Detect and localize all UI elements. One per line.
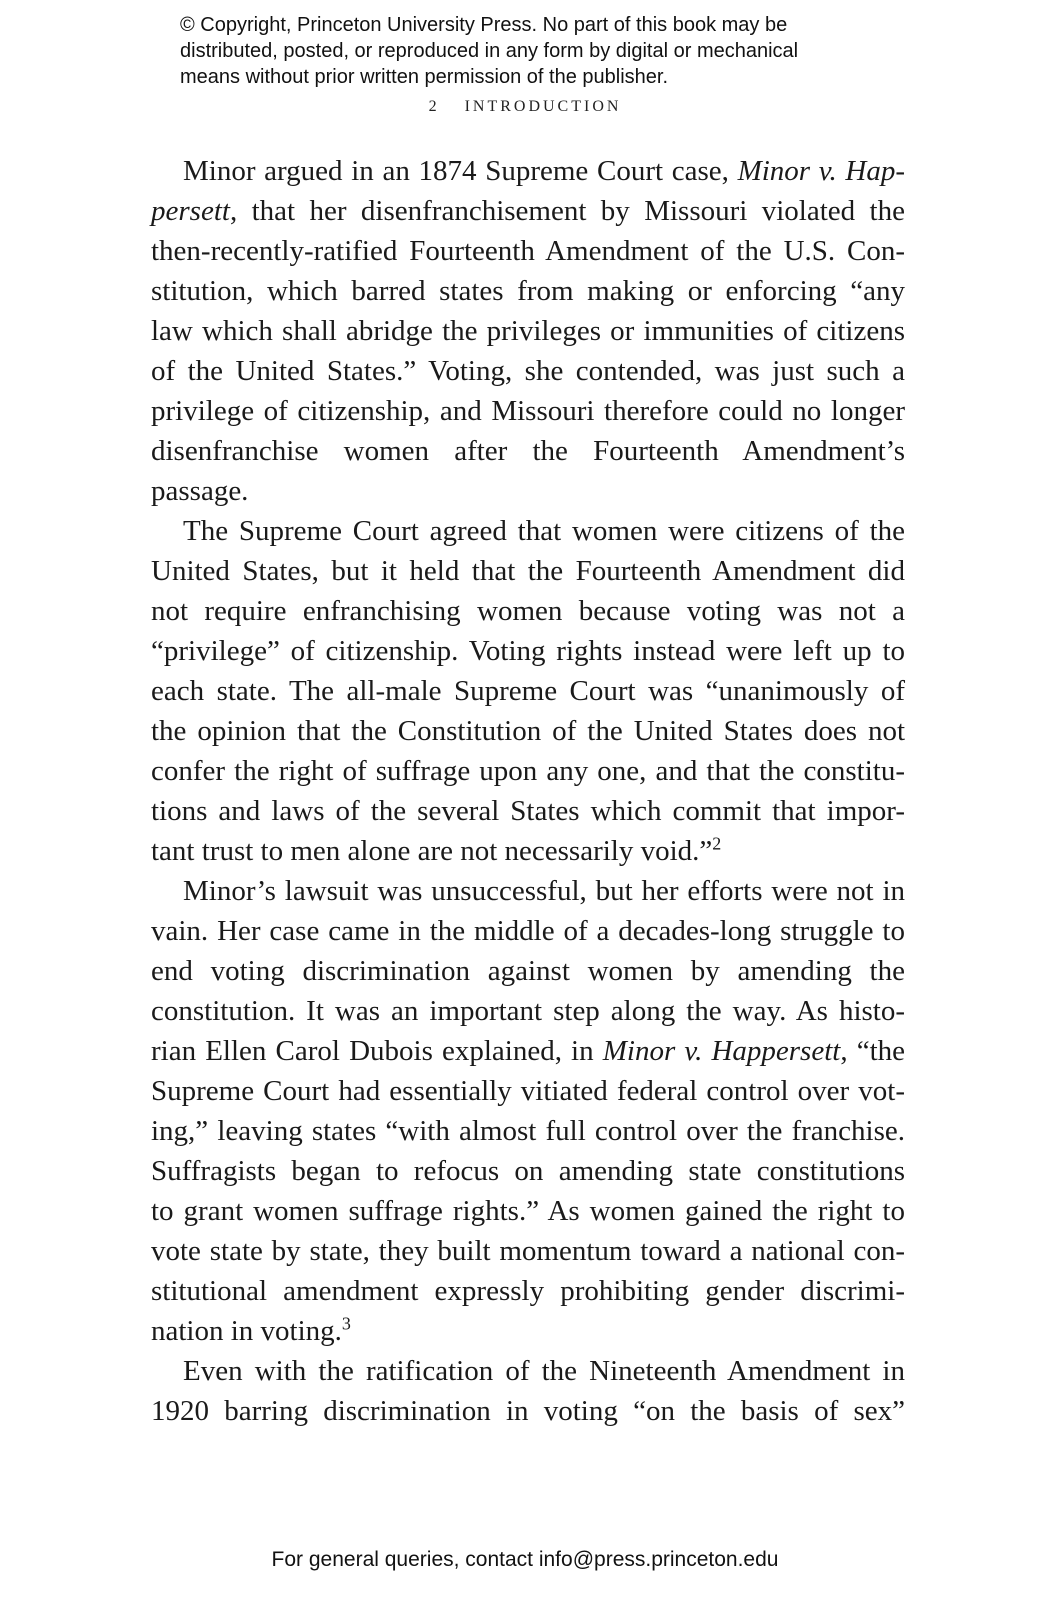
text-run: stitutional amendment expressly prohibiting gender discrimi-: [151, 1275, 905, 1307]
text-run: confer the right of suffrage upon any one, and that the constitu-: [151, 755, 905, 787]
text-line: [151, 751, 905, 791]
text-run: privilege of citizenship, and Missouri therefore could no longer: [151, 395, 905, 427]
text-line: [151, 1231, 905, 1271]
paragraph: [151, 151, 905, 511]
text-run: vote state by state, they built momentum toward a national con-: [151, 1235, 905, 1267]
text-line: [151, 951, 905, 991]
text-run: of the United States.” Voting, she contended, was just such a: [151, 355, 905, 387]
text-line: [151, 1351, 905, 1391]
text-run: United States, but it held that the Fourteenth Amendment did: [151, 555, 905, 587]
text-line: [151, 791, 905, 831]
text-line: [151, 631, 905, 671]
paragraph: [151, 871, 905, 1351]
text-line: [151, 1191, 905, 1231]
paragraph: [151, 511, 905, 871]
text-line: [151, 1391, 905, 1431]
text-run: The Supreme Court agreed that women were citizens of the: [183, 515, 905, 547]
text-run: ing,” leaving states “with almost full control over the franchise.: [151, 1115, 905, 1147]
body-text: [151, 151, 905, 1431]
text-line: [151, 351, 905, 391]
text-run: “privilege” of citizenship. Voting rights instead were left up to: [151, 635, 905, 667]
text-run: constitution. It was an important step along the way. As histo-: [151, 995, 905, 1027]
copyright-line: means without prior written permission of the publisher.: [180, 66, 669, 88]
footnote-ref: 2: [712, 833, 722, 854]
text-run: passage.: [151, 475, 249, 507]
section-title: INTRODUCTION: [464, 98, 622, 115]
text-run: not require enfranchising women because voting was not a: [151, 595, 905, 627]
footnote-ref: 3: [341, 1313, 351, 1334]
text-run: end voting discrimination against women by amending the: [151, 955, 905, 987]
text-line: [151, 911, 905, 951]
text-line: [151, 151, 905, 191]
text-run: stitution, which barred states from making or enforcing “any: [151, 275, 905, 307]
footer-contact: For general queries, contact info@press.princeton.edu: [271, 1548, 779, 1571]
text-run: 1920 barring discrimination in voting “on the basis of sex”: [151, 1395, 905, 1427]
italic-text: Minor v. Happersett: [602, 1035, 841, 1067]
text-run: Supreme Court had essentially vitiated federal control over vot-: [151, 1075, 905, 1107]
text-run: Minor argued in an 1874 Supreme Court case,: [183, 155, 738, 187]
text-line: [151, 831, 905, 871]
text-line: [151, 551, 905, 591]
copyright-line: distributed, posted, or reproduced in any form by digital or mechanical: [180, 40, 799, 62]
text-run: Even with the ratification of the Nineteenth Amendment in: [183, 1355, 905, 1387]
text-line: [151, 391, 905, 431]
text-line: [151, 311, 905, 351]
italic-text: Minor v. Hap-: [737, 155, 905, 187]
text-line: [151, 471, 905, 511]
text-run: tions and laws of the several States which commit that impor-: [151, 795, 905, 827]
copyright-notice: [180, 12, 900, 90]
text-line: [151, 991, 905, 1031]
text-run: , “the: [840, 1035, 905, 1067]
text-line: [151, 511, 905, 551]
text-line: [151, 231, 905, 271]
text-run: law which shall abridge the privileges or immunities of citizens: [151, 315, 905, 347]
text-line: [151, 431, 905, 471]
text-run: disenfranchise women after the Fourteenth Amendment’s: [151, 435, 905, 467]
text-run: vain. Her case came in the middle of a decades-long struggle to: [151, 915, 905, 947]
page-number: 2: [428, 98, 440, 115]
text-run: rian Ellen Carol Dubois explained, in: [151, 1035, 603, 1067]
text-run: Suffragists began to refocus on amending state constitutions: [151, 1155, 905, 1187]
text-run: tant trust to men alone are not necessarily void.”: [151, 835, 713, 867]
text-line: [151, 871, 905, 911]
text-line: [151, 1111, 905, 1151]
running-head: [0, 98, 1050, 116]
text-line: [151, 591, 905, 631]
text-run: then-recently-ratified Fourteenth Amendment of the U.S. Con-: [151, 235, 905, 267]
text-run: Minor’s lawsuit was unsuccessful, but her efforts were not in: [183, 875, 905, 907]
text-line: [151, 711, 905, 751]
text-line: [151, 1311, 905, 1351]
text-run: to grant women suffrage rights.” As women gained the right to: [151, 1195, 905, 1227]
copyright-line: © Copyright, Princeton University Press. No part of this book may be: [180, 14, 788, 36]
text-line: [151, 1031, 905, 1071]
text-run: , that her disenfranchisement by Missouri violated the: [229, 195, 905, 227]
text-line: [151, 1071, 905, 1111]
text-run: each state. The all-male Supreme Court was “unanimously of: [151, 675, 905, 707]
italic-text: persett: [151, 195, 230, 227]
text-line: [151, 671, 905, 711]
paragraph: [151, 1351, 905, 1431]
text-run: nation in voting.: [151, 1315, 342, 1347]
text-line: [151, 1271, 905, 1311]
text-line: [151, 191, 905, 231]
text-run: the opinion that the Constitution of the United States does not: [151, 715, 905, 747]
text-line: [151, 271, 905, 311]
text-line: [151, 1151, 905, 1191]
